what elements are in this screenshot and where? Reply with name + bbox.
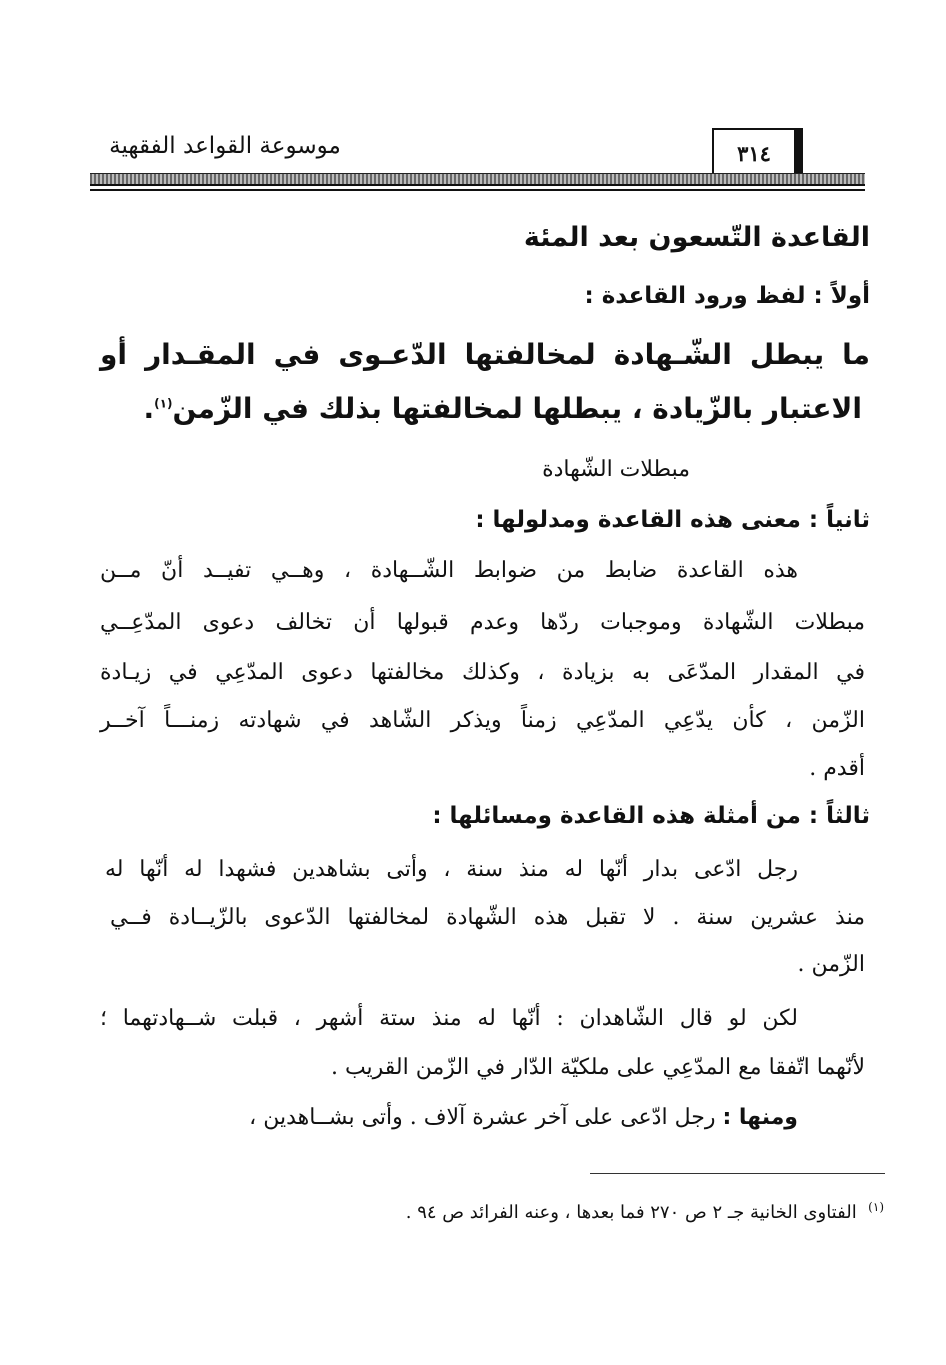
header-ornamental-rule <box>90 173 865 186</box>
paragraph-line <box>249 1105 798 1130</box>
footnote-text: الفتاوى الخانية جـ ٢ ص ٢٧٠ فما بعدها ، وعنه الفرائد ص ٩٤ . <box>405 1202 857 1223</box>
paragraph-line: الزّمن ، كأن يدّعِي المدّعِي زمناً ويذكر الشّاهد في شهادته زمنـــاً آخــر <box>100 708 865 733</box>
paragraph-line: هذه القاعدة ضابط من ضوابط الشّــهادة ، وهــي تفيــد أنّ مــن <box>100 558 798 583</box>
footnote-separator <box>590 1173 885 1174</box>
paragraph-line: أقدم . <box>809 756 865 781</box>
footnote-mark: (١) <box>868 1200 884 1214</box>
page-header <box>90 125 865 195</box>
rule-text-line <box>144 392 862 425</box>
section-heading-examples: ثالثاً : من أمثلة هذه القاعدة ومسائلها : <box>432 803 870 829</box>
running-title: موسوعة القواعد الفقهية <box>109 133 341 159</box>
section-heading-wording: أولاً : لفظ ورود القاعدة : <box>584 283 870 309</box>
footnote <box>406 1200 884 1223</box>
section-heading-meaning: ثانياً : معنى هذه القاعدة ومدلولها : <box>475 507 870 533</box>
rule-title: القاعدة التّسعون بعد المئة <box>523 222 870 253</box>
paragraph-line: رجل ادّعى بدار أنّها له منذ سنة ، وأتى بشاهدين فشهدا له أنّها له <box>105 857 798 882</box>
rule-text-content: الاعتبار بالزّيادة ، يبطلها لمخالفتها بذلك في الزّمن <box>172 392 862 425</box>
rule-text-line: ما يبطل الشّـهادة لمخالفتها الدّعـوى في المقـدار أو <box>100 338 870 371</box>
page-number: ٣١٤ <box>712 128 803 178</box>
paragraph-line: لأنّهما اتّفقا مع المدّعِي على ملكيّة الدّار في الزّمن القريب . <box>330 1055 865 1080</box>
footnote-reference: (١) <box>154 396 173 411</box>
subtitle: مبطلات الشّهادة <box>542 457 690 482</box>
paragraph-line: لكن لو قال الشّاهدان : أنّها له منذ ستة أشهر ، قبلت شــهادتهما ؛ <box>100 1006 798 1031</box>
paragraph-line: مبطلات الشّهادة وموجبات ردّها وعدم قبولها أن تخالف دعوى المدّعِــي <box>100 610 865 635</box>
header-divider <box>90 189 865 191</box>
paragraph-line: منذ عشرين سنة . لا تقبل هذه الشّهادة لمخالفتها الدّعوى بالزّيــادة فــي <box>110 905 865 930</box>
paragraph-line: في المقدار المدّعَى به بزيادة ، وكذلك مخالفتها دعوى المدّعِي في زيـادة <box>100 660 865 685</box>
example-text: رجل ادّعى على آخر عشرة آلاف . وأتى بشــاهدين ، <box>249 1105 716 1130</box>
paragraph-line: الزّمن . <box>797 952 865 977</box>
rule-text-end: . <box>143 392 155 425</box>
example-label: ومنها : <box>722 1105 798 1130</box>
